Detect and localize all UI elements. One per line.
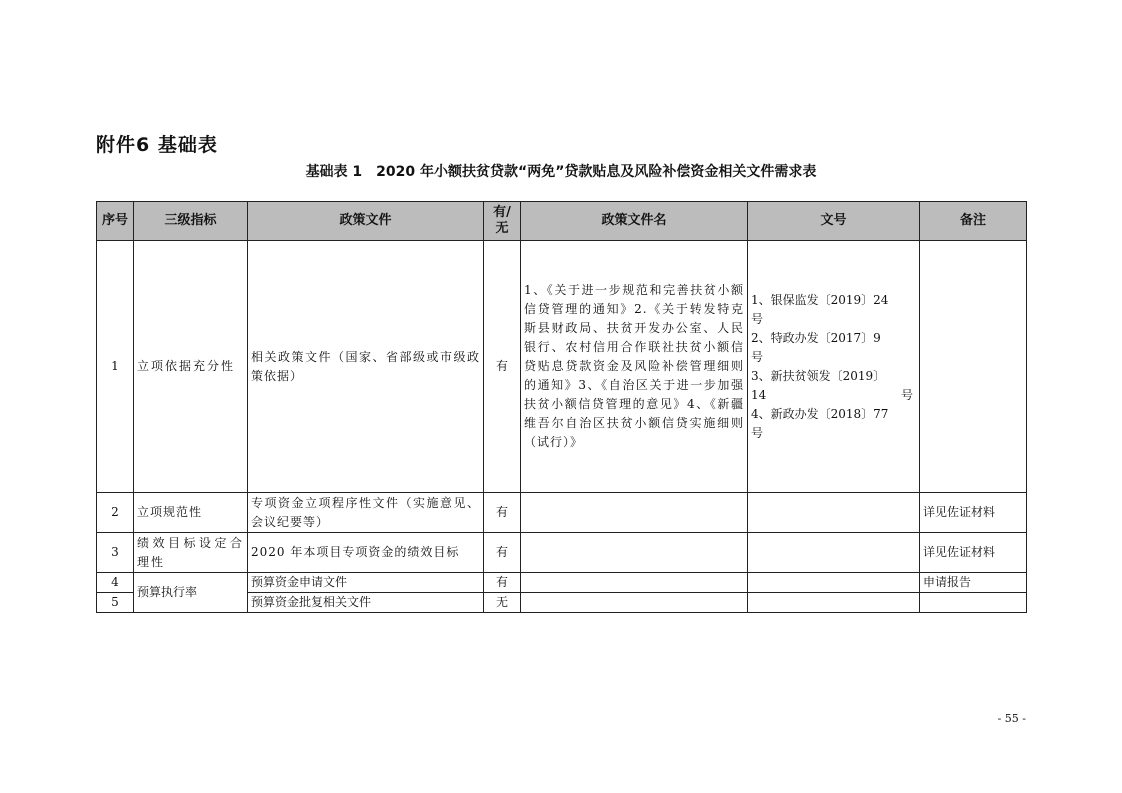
row-note (920, 241, 1027, 493)
header-doc-no: 文号 (748, 202, 920, 241)
row-indicator: 立项依据充分性 (134, 241, 248, 493)
row-seq: 3 (97, 533, 134, 573)
doc-no-part: 号 (900, 387, 913, 402)
doc-no-line: 3、新扶贫领发〔2019〕 (751, 368, 886, 383)
row-note: 详见佐证材料 (920, 493, 1027, 533)
row-policy-name (521, 573, 748, 593)
row-policy-name (521, 493, 748, 533)
row-policy: 预算资金申请文件 (248, 573, 484, 593)
header-note: 备注 (920, 202, 1027, 241)
row-policy-name (521, 593, 748, 613)
requirements-table (96, 201, 1027, 613)
row-note: 详见佐证材料 (920, 533, 1027, 573)
row-has: 有 (484, 241, 521, 493)
row-doc-no (748, 241, 920, 493)
row-doc-no (748, 533, 920, 573)
doc-no-line: 号 (751, 349, 764, 364)
doc-no-line: 号 (751, 425, 764, 440)
header-policy: 政策文件 (248, 202, 484, 241)
row-doc-no (748, 493, 920, 533)
doc-no-line: 4、新政办发〔2018〕77 (751, 406, 889, 421)
doc-no-line: 号 (751, 311, 764, 326)
row-has: 有 (484, 493, 521, 533)
header-has: 有/无 (484, 202, 521, 241)
table-row (97, 573, 1027, 593)
row-policy: 相关政策文件（国家、省部级或市级政策依据） (248, 241, 484, 493)
row-indicator: 立项规范性 (134, 493, 248, 533)
page-number: - 55 - (997, 712, 1026, 725)
row-seq: 4 (97, 573, 134, 593)
table-header-row (97, 202, 1027, 241)
doc-no-line: 2、特政办发〔2017〕9 (751, 330, 881, 345)
doc-no-line (751, 386, 916, 405)
header-policy-name: 政策文件名 (521, 202, 748, 241)
row-has: 有 (484, 573, 521, 593)
row-seq: 5 (97, 593, 134, 613)
row-note: 申请报告 (920, 573, 1027, 593)
row-seq: 2 (97, 493, 134, 533)
row-policy-name (521, 533, 748, 573)
table-title: 基础表 1 2020 年小额扶贫贷款“两免”贷款贴息及风险补偿资金相关文件需求表 (305, 164, 817, 180)
attachment-title: 附件6 基础表 (96, 134, 218, 156)
row-indicator: 预算执行率 (134, 573, 248, 613)
row-has: 有 (484, 533, 521, 573)
doc-no-line: 1、银保监发〔2019〕24 (751, 292, 889, 307)
row-seq: 1 (97, 241, 134, 493)
doc-no-part: 14 (751, 387, 767, 402)
row-note (920, 593, 1027, 613)
table-row (97, 533, 1027, 573)
header-seq: 序号 (97, 202, 134, 241)
table-row (97, 493, 1027, 533)
row-has: 无 (484, 593, 521, 613)
row-doc-no (748, 593, 920, 613)
row-indicator: 绩效目标设定合理性 (134, 533, 248, 573)
header-indicator: 三级指标 (134, 202, 248, 241)
row-policy: 2020 年本项目专项资金的绩效目标 (248, 533, 484, 573)
row-doc-no (748, 573, 920, 593)
row-policy-name: 1、《关于进一步规范和完善扶贫小额信贷管理的通知》2.《关于转发特克斯县财政局、扶贫开发办公室、人民银行、农村信用合作联社扶贫小额信贷贴息贷款资金及风险补偿管理细则的通知》3、《自治区关于进一步加强扶贫小额信贷管理的意见》4、《新疆维吾尔自治区扶贫小额信贷实施细则（试行）》 (521, 241, 748, 493)
table-row (97, 241, 1027, 493)
row-policy: 专项资金立项程序性文件（实施意见、会议纪要等） (248, 493, 484, 533)
row-policy: 预算资金批复相关文件 (248, 593, 484, 613)
